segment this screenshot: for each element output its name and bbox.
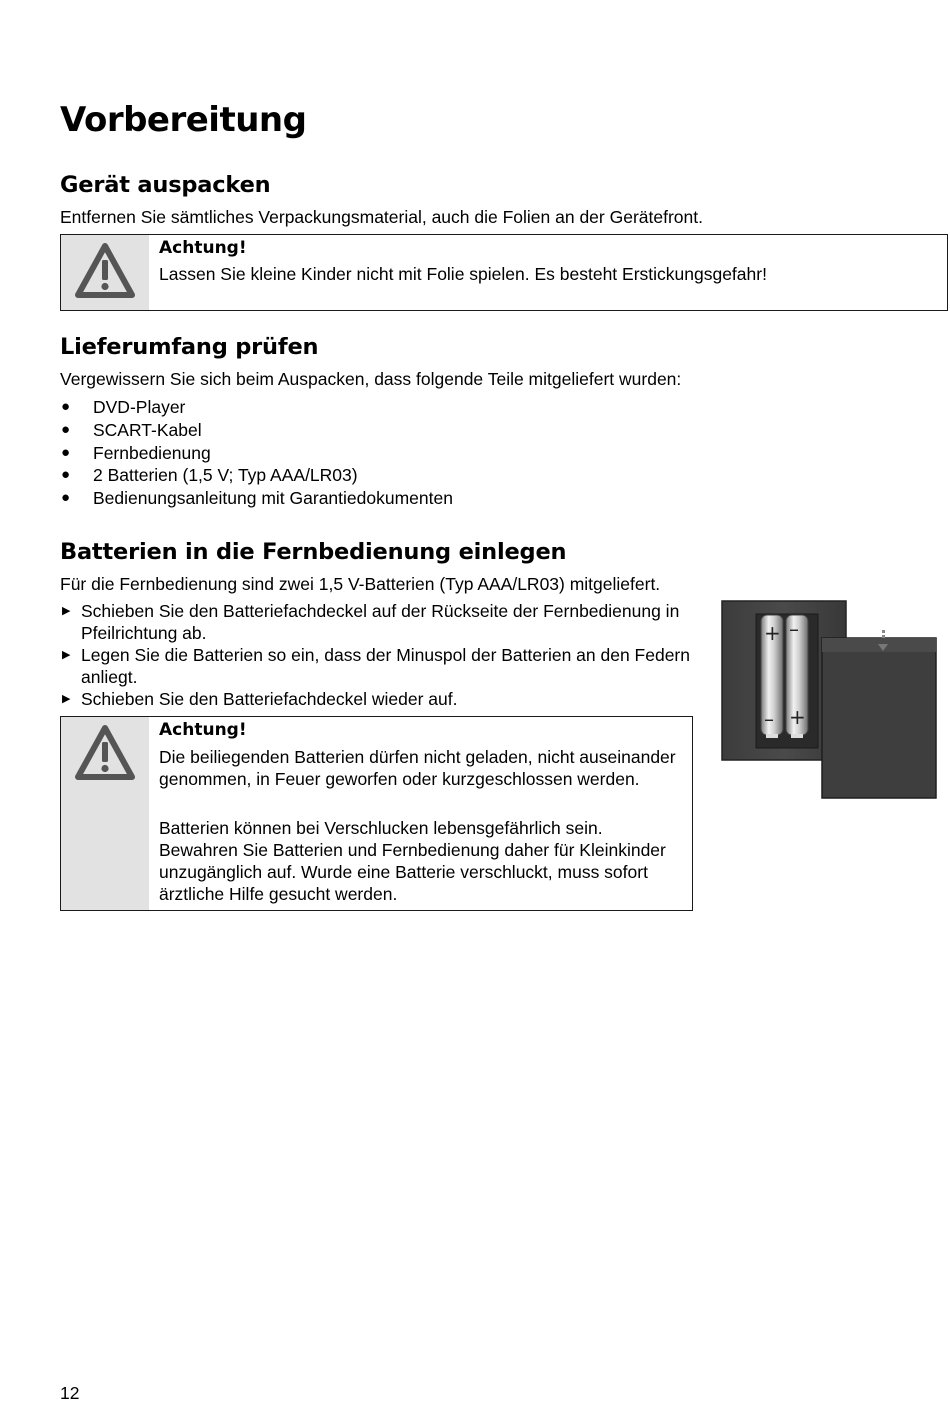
warning-box-foil (60, 234, 948, 311)
warning-text-charging: Die beiliegenden Batterien dürfen nicht geladen, nicht auseinander genommen, in Feuer geworfen oder kurzgeschlossen werden. (159, 747, 676, 789)
battery-compartment-illustration (720, 600, 940, 802)
warning-triangle-icon (74, 241, 136, 301)
bullet-icon: ● (61, 398, 71, 415)
warning-title: Achtung! (159, 720, 247, 740)
list-item: ● SCART-Kabel (61, 419, 202, 440)
step-item: ▶ Legen Sie die Batterien so ein, dass der Minuspol der Batterien an den Federn anliegt. (62, 645, 690, 687)
page-title: Vorbereitung (60, 100, 307, 140)
plus-label: + (789, 705, 806, 729)
warning-title: Achtung! (159, 238, 247, 258)
bullet-icon: ● (61, 443, 71, 461)
arrow-right-icon: ▶ (62, 605, 71, 617)
plus-label: + (764, 621, 781, 645)
warning-text: Lassen Sie kleine Kinder nicht mit Folie spielen. Es besteht Erstickungsgefahr! (159, 264, 767, 284)
list-item: ● Fernbedienung (61, 442, 211, 463)
list-item: ● 2 Batterien (1,5 V; Typ AAA/LR03) (61, 465, 358, 486)
minus-label: – (764, 707, 774, 731)
warning-box-batteries (60, 716, 693, 911)
warning-icon-column (61, 717, 149, 910)
section-heading-contents: Lieferumfang prüfen (60, 334, 319, 360)
battery-steps-list (60, 600, 700, 710)
section-text-contents: Vergewissern Sie sich beim Auspacken, dass folgende Teile mitgeliefert wurden: (60, 369, 682, 389)
bullet-icon: ● (61, 466, 71, 484)
minus-label: – (789, 617, 799, 641)
step-item: ▶ Schieben Sie den Batteriefachdeckel wieder auf. (62, 689, 458, 709)
section-text-batteries: Für die Fernbedienung sind zwei 1,5 V-Batterien (Typ AAA/LR03) mitgeliefert. (60, 574, 661, 594)
battery-cover (822, 638, 936, 798)
section-heading-batteries: Batterien in die Fernbedienung einlegen (60, 539, 567, 565)
contents-list (60, 396, 453, 510)
bullet-icon: ● (61, 420, 71, 438)
page-number: 12 (60, 1383, 80, 1403)
warning-triangle-icon (74, 723, 136, 783)
arrow-right-icon: ▶ (62, 649, 71, 661)
bullet-icon: ● (61, 489, 71, 507)
list-item: ● DVD-Player (61, 397, 186, 417)
arrow-right-icon: ▶ (62, 693, 71, 705)
step-item: ▶ Schieben Sie den Batteriefachdeckel auf der Rückseite der Fernbedienung in Pfeilrichtung ab. (62, 601, 680, 643)
section-text-unpack: Entfernen Sie sämtliches Verpackungsmaterial, auch die Folien an der Gerätefront. (60, 207, 703, 227)
warning-text-swallowing: Batterien können bei Verschlucken lebensgefährlich sein. Bewahren Sie Batterien und Fernbedienung daher für Kleinkinder unzugänglich auf. Wurde eine Batterie verschluckt, muss sofort ärztliche Hilfe gesucht werden. (159, 818, 666, 904)
section-heading-unpack: Gerät auspacken (60, 172, 271, 198)
warning-icon-column (61, 235, 149, 310)
list-item: ● Bedienungsanleitung mit Garantiedokumenten (61, 488, 453, 509)
